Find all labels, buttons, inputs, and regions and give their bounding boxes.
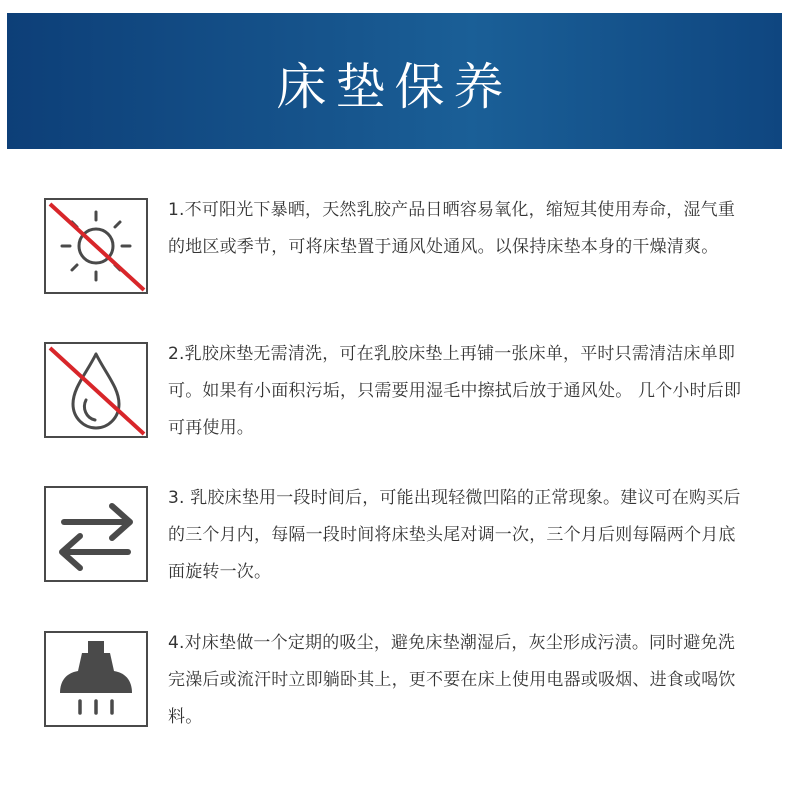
care-text-2: 2.乳胶床垫无需清洗，可在乳胶床垫上再铺一张床单，平时只需清洁床单即可。如果有小面积污垢，只需要用湿毛中擦拭后放于通风处。 几个小时后即可再使用。: [168, 344, 742, 438]
care-text-1: 1.不可阳光下暴晒，天然乳胶产品日晒容易氧化，缩短其使用寿命，湿气重的地区或季节，可将床垫置于通风处通风。以保持床垫本身的干燥清爽。: [168, 200, 736, 257]
no-sun-icon: [44, 198, 148, 294]
no-water-drop-icon: [44, 342, 148, 438]
vacuum-nozzle-icon: [44, 631, 148, 727]
care-text-4: 4.对床垫做一个定期的吸尘，避免床垫潮湿后，灰尘形成污渍。同时避免洗完澡后或流汗时立即躺卧其上，更不要在床上使用电器或吸烟、进食或喝饮料。: [168, 633, 736, 727]
swap-arrows-icon: [44, 486, 148, 582]
care-text-3: 3. 乳胶床垫用一段时间后，可能出现轻微凹陷的正常现象。建议可在购买后的三个月内，每隔一段时间将床垫头尾对调一次，三个月后则每隔两个月底面旋转一次。: [168, 488, 741, 582]
title-banner: [7, 13, 782, 149]
page-title: 床垫保养: [276, 58, 513, 116]
